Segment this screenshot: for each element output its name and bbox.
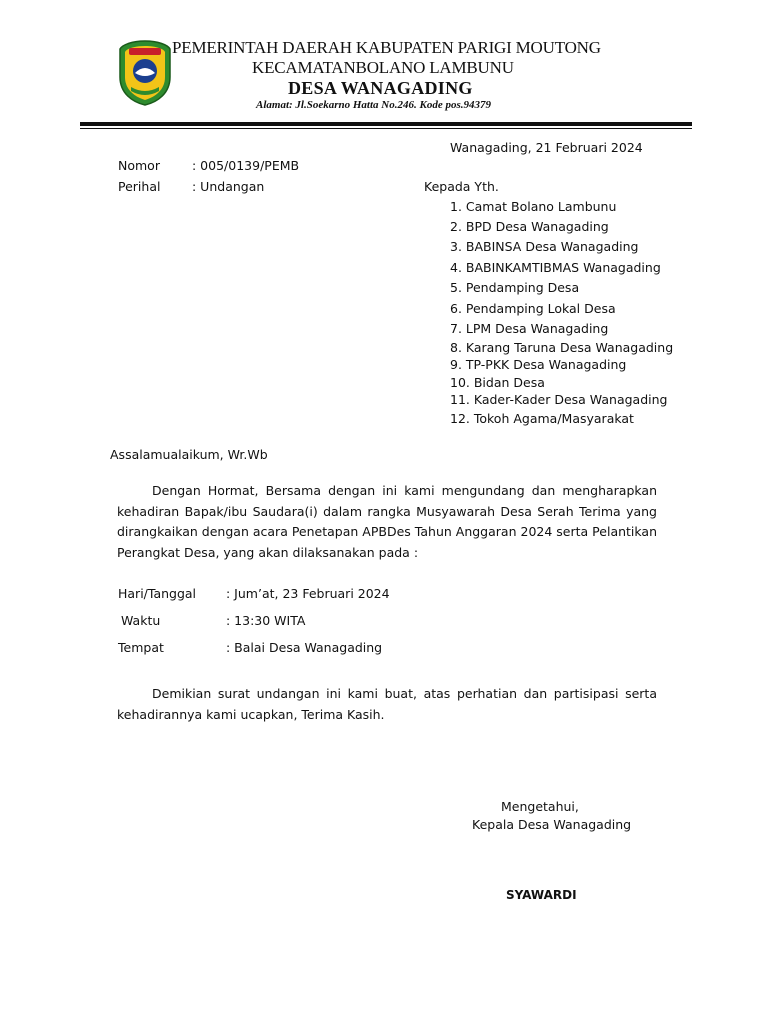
list-item: 1. Camat Bolano Lambunu xyxy=(450,199,617,214)
signature-title: Kepala Desa Wanagading xyxy=(472,817,632,832)
list-item: 8. Karang Taruna Desa Wanagading xyxy=(450,340,674,355)
list-item: 10. Bidan Desa xyxy=(450,375,545,390)
list-item: 4. BABINKAMTIBMAS Wanagading xyxy=(450,260,661,275)
list-item: 9. TP-PKK Desa Wanagading xyxy=(450,357,627,372)
nomor-label: Nomor xyxy=(118,158,160,173)
list-item: 3. BABINSA Desa Wanagading xyxy=(450,239,639,254)
regency-emblem-logo xyxy=(118,39,172,107)
addressee-heading: Kepada Yth. xyxy=(424,179,499,194)
signer-name: SYAWARDI xyxy=(506,888,577,902)
detail-label-place: Tempat xyxy=(118,640,164,655)
header-divider-thin xyxy=(80,128,692,129)
detail-value-place: : Balai Desa Wanagading xyxy=(226,640,383,655)
nomor-value: : 005/0139/PEMB xyxy=(192,158,300,173)
header-village-name: DESA WANAGADING xyxy=(288,78,473,98)
list-item: 5. Pendamping Desa xyxy=(450,280,580,295)
opening-greeting: Assalamualaikum, Wr.Wb xyxy=(110,447,268,462)
list-item: 12. Tokoh Agama/Masyarakat xyxy=(450,411,634,426)
invitation-paragraph: Dengan Hormat, Bersama dengan ini kami mengundang dan mengharapkan kehadiran Bapak/ibu Saudara(i) dalam rangka Musyawarah Desa Serah Terima yang dirangkaikan dengan acara Penetapan APBDes Tahun Anggaran 2024 serta Pelantikan Perangkat Desa, yang akan dilaksanakan pada : xyxy=(117,483,657,560)
detail-label-date: Hari/Tanggal xyxy=(118,586,197,601)
perihal-value: : Undangan xyxy=(192,179,265,194)
list-item: 7. LPM Desa Wanagading xyxy=(450,321,609,336)
header-address: Alamat: Jl.Soekarno Hatta No.246. Kode pos.94379 xyxy=(256,99,491,111)
closing-paragraph: Demikian surat undangan ini kami buat, atas perhatian dan partisipasi serta kehadirannya kami ucapkan, Terima Kasih. xyxy=(117,686,657,722)
detail-value-date: : Jum’at, 23 Februari 2024 xyxy=(226,586,390,601)
header-district-line: KECAMATANBOLANO LAMBUNU xyxy=(252,58,514,77)
signature-acknowledged: Mengetahui, xyxy=(501,799,579,814)
list-item: 11. Kader-Kader Desa Wanagading xyxy=(450,392,668,407)
detail-label-time: Waktu xyxy=(121,613,161,628)
letter-date: Wanagading, 21 Februari 2024 xyxy=(450,140,643,155)
perihal-label: Perihal xyxy=(118,179,161,194)
header-divider-thick xyxy=(80,122,692,126)
detail-value-time: : 13:30 WITA xyxy=(226,613,306,628)
header-government-line: PEMERINTAH DAERAH KABUPATEN PARIGI MOUTONG xyxy=(172,38,601,57)
list-item: 2. BPD Desa Wanagading xyxy=(450,219,609,234)
list-item: 6. Pendamping Lokal Desa xyxy=(450,301,616,316)
